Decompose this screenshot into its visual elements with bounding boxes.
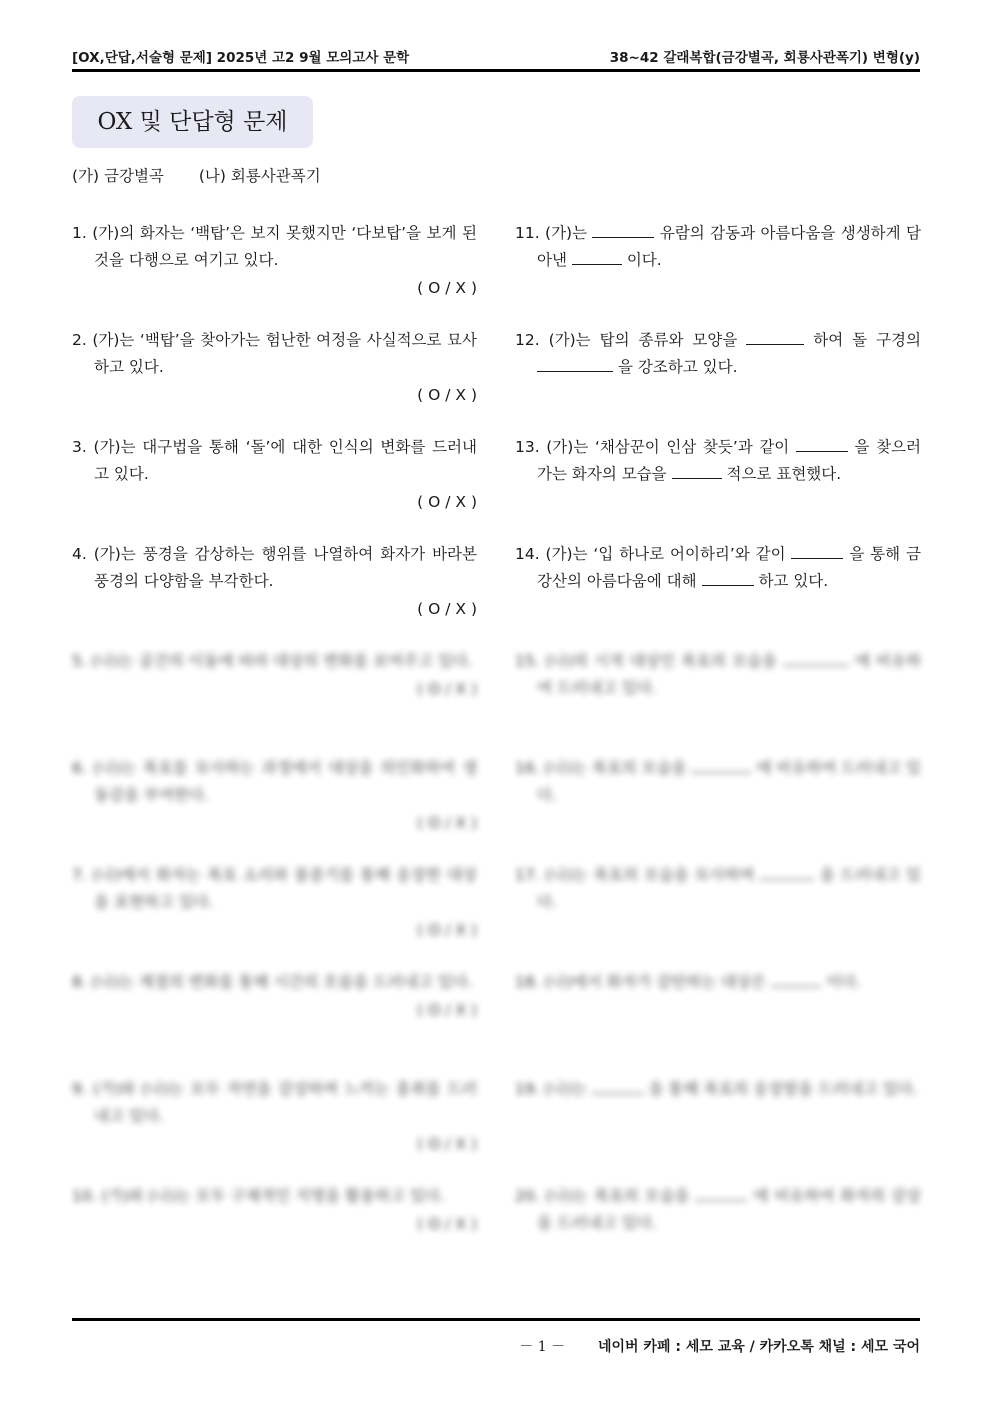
question-text: 14. (가)는 ‘입 하나로 어이하리’와 같이 을 통해 금강산의 아름다움에 대해 하고 있다. — [515, 545, 921, 590]
ox-question — [72, 755, 477, 837]
page-footer — [519, 1336, 920, 1356]
ox-question — [72, 541, 477, 623]
short-answer-question — [515, 862, 921, 916]
ox-answer-choice[interactable]: ( O / X ) — [417, 386, 477, 404]
ox-question — [72, 434, 477, 516]
answer-blank[interactable] — [702, 570, 754, 586]
ox-question — [72, 969, 477, 1024]
question-text: 7. (나)에서 화자는 폭포 소리와 물줄기를 통해 웅장한 대상을 표현하고 있다. — [72, 866, 477, 911]
ox-answer-choice[interactable]: ( O / X ) — [417, 680, 477, 698]
short-answer-question — [515, 969, 921, 996]
ox-answer-choice[interactable]: ( O / X ) — [417, 279, 477, 297]
ox-answer-choice[interactable]: ( O / X ) — [417, 600, 477, 618]
question-text: 5. (나)는 공간의 이동에 따라 대상의 변화를 보여주고 있다. — [72, 652, 473, 670]
ox-question — [72, 1183, 477, 1238]
answer-blank[interactable] — [537, 356, 613, 372]
ox-answer-choice[interactable]: ( O / X ) — [417, 1215, 477, 1233]
footer-divider — [72, 1318, 920, 1321]
answer-blank[interactable] — [783, 650, 849, 666]
question-text: 3. (가)는 대구법을 통해 ‘돌’에 대한 인식의 변화를 드러내고 있다. — [72, 438, 477, 483]
question-text: 2. (가)는 ‘백탑’을 찾아가는 험난한 여정을 사실적으로 묘사하고 있다. — [72, 331, 477, 376]
section-title: OX 및 단답형 문제 — [72, 96, 313, 148]
ox-question — [72, 220, 477, 302]
answer-blank[interactable] — [592, 222, 654, 238]
question-text: 12. (가)는 탑의 종류와 모양을 하여 돌 구경의 을 강조하고 있다. — [515, 331, 921, 376]
question-text: 15. (나)의 시적 대상인 폭포의 모습을 에 비유하여 드러내고 있다. — [515, 652, 921, 697]
question-text: 6. (나)는 폭포를 묘사하는 과정에서 대상을 의인화하여 생동감을 부여한다. — [72, 759, 477, 804]
ox-answer-choice[interactable]: ( O / X ) — [417, 814, 477, 832]
header-divider — [72, 69, 920, 72]
answer-blank[interactable] — [592, 1078, 644, 1094]
question-text: 8. (나)는 계절의 변화를 통해 시간의 흐름을 드러내고 있다. — [72, 973, 473, 991]
answer-blank[interactable] — [796, 436, 848, 452]
question-text: 1. (가)의 화자는 ‘백탑’은 보지 못했지만 ‘다보탑’을 보게 된 것을 다행으로 여기고 있다. — [72, 224, 477, 269]
page-number: － 1 － — [519, 1339, 566, 1355]
question-text: 20. (나)는 폭포의 모습을 에 비유하여 화자의 감상을 드러내고 있다. — [515, 1187, 921, 1232]
question-text: 11. (가)는 유람의 감동과 아름다움을 생생하게 담아낸 이다. — [515, 224, 921, 269]
answer-blank[interactable] — [691, 757, 751, 773]
answer-blank[interactable] — [746, 329, 804, 345]
question-text: 10. (가)와 (나)는 모두 구체적인 지명을 활용하고 있다. — [72, 1187, 445, 1205]
question-text: 9. (가)와 (나)는 모두 자연을 감상하며 느끼는 흥취를 드러내고 있다. — [72, 1080, 477, 1125]
short-answer-question — [515, 755, 921, 809]
answer-blank[interactable] — [760, 864, 814, 880]
page-header — [72, 42, 920, 68]
ox-answer-choice[interactable]: ( O / X ) — [417, 921, 477, 939]
ox-answer-choice[interactable]: ( O / X ) — [417, 1001, 477, 1019]
answer-blank[interactable] — [572, 249, 622, 265]
footer-credit: 네이버 카페 : 세모 교육 / 카카오톡 채널 : 세모 국어 — [597, 1339, 920, 1355]
short-answer-question — [515, 434, 921, 488]
answer-blank[interactable] — [771, 971, 821, 987]
question-text: 17. (나)는 폭포의 모습을 묘사하며 을 드러내고 있다. — [515, 866, 921, 911]
ox-question — [72, 862, 477, 944]
legend-ga: (가) 금강별곡 — [72, 167, 164, 185]
ox-question — [72, 1076, 477, 1158]
work-legend — [72, 164, 351, 186]
short-answer-question — [515, 220, 921, 274]
short-answer-question — [515, 541, 921, 595]
short-answer-question — [515, 648, 921, 702]
question-text: 16. (나)는 폭포의 모습을 에 비유하여 드러내고 있다. — [515, 759, 921, 804]
ox-question — [72, 327, 477, 409]
question-text: 19. (나)는 을 통해 폭포의 웅장함을 드러내고 있다. — [515, 1080, 918, 1098]
answer-blank[interactable] — [672, 463, 722, 479]
question-text: 18. (나)에서 화자가 감탄하는 대상은 이다. — [515, 973, 861, 991]
short-answer-question — [515, 1183, 921, 1237]
ox-answer-choice[interactable]: ( O / X ) — [417, 493, 477, 511]
header-title: [OX,단답,서술형 문제] 2025년 고2 9월 모의고사 문학 — [72, 50, 410, 66]
answer-blank[interactable] — [791, 543, 843, 559]
short-answer-question — [515, 1076, 921, 1103]
question-text: 13. (가)는 ‘채삼꾼이 인삼 찾듯’과 같이 을 찾으러 가는 화자의 모습을 적으로 표현했다. — [515, 438, 921, 483]
short-answer-question — [515, 327, 921, 381]
legend-na: (나) 회룡사관폭기 — [198, 167, 321, 185]
header-subtitle: 38~42 갈래복합(금강별곡, 회룡사관폭기) 변형(y) — [609, 50, 920, 66]
answer-blank[interactable] — [695, 1185, 747, 1201]
ox-answer-choice[interactable]: ( O / X ) — [417, 1135, 477, 1153]
ox-question — [72, 648, 477, 703]
question-text: 4. (가)는 풍경을 감상하는 행위를 나열하여 화자가 바라본 풍경의 다양함을 부각한다. — [72, 545, 477, 590]
